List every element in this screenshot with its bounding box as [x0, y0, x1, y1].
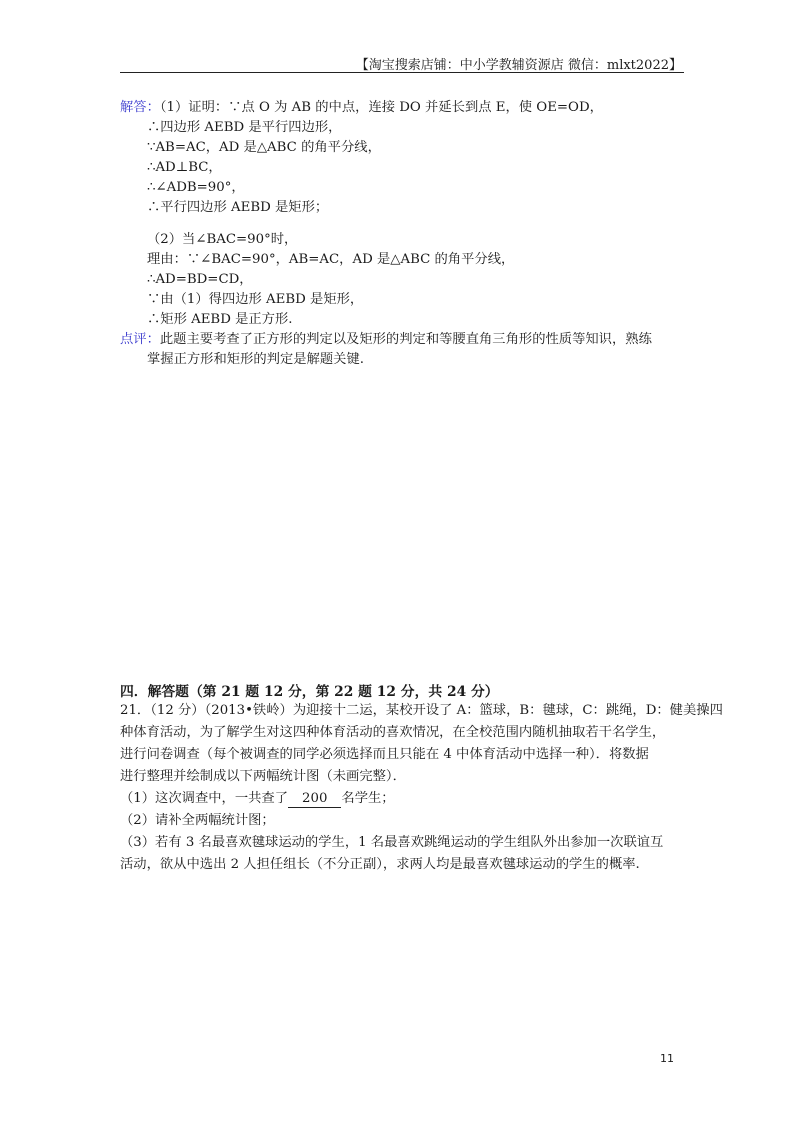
answer-part2-line-4: ∵由（1）得四边形 AEBD 是矩形， [147, 292, 364, 307]
answer-blank: 200 [288, 791, 341, 808]
problem-stem-line-3: 进行问卷调查（每个被调查的同学必须选择而且只能在 4 中体育活动中选择一种）．将数据 [120, 747, 649, 762]
problem-stem-line-1: 21．（12 分）（2013•铁岭）为迎接十二运，某校开设了 A：篮球，B：毽球，C：跳绳，D：健美操四 [120, 703, 723, 718]
answer-part2-line-5: ∴矩形 AEBD 是正方形. [147, 312, 293, 327]
answer-line-6: ∴平行四边形 AEBD 是矩形； [147, 200, 329, 215]
problem-stem-line-4: 进行整理并绘制成以下两幅统计图（未画完整）． [120, 769, 406, 784]
answer-line-3: ∵AB=AC，AD 是△ABC 的角平分线， [147, 140, 381, 155]
answer-section [120, 98, 690, 370]
question-2: （2）请补全两幅统计图； [120, 813, 275, 828]
answer-part2-line-1: （2）当∠BAC=90°时， [147, 232, 298, 247]
section-title: 四．解答题（第 21 题 12 分，第 22 题 12 分，共 24 分） [120, 684, 499, 700]
answer-line-5: ∴∠ADB=90°， [147, 180, 245, 195]
page-number: 11 [660, 1052, 674, 1065]
answer-line-4: ∴AD⊥BC， [147, 160, 222, 175]
comment-line-1: 点评：此题主要考查了正方形的判定以及矩形的判定和等腰直角三角形的性质等知识，熟练 [120, 332, 652, 347]
answer-part2-line-2: 理由：∵∠BAC=90°，AB=AC，AD 是△ABC 的角平分线， [147, 252, 515, 267]
comment-line-2: 掌握正方形和矩形的判定是解题关键. [147, 352, 364, 367]
answer-line-2: ∴四边形 AEBD 是平行四边形， [147, 120, 342, 135]
problem-21 [120, 700, 723, 876]
answer-label: 解答： [120, 100, 160, 115]
question-3-line-1: （3）若有 3 名最喜欢毽球运动的学生，1 名最喜欢跳绳运动的学生组队外出参加一次联谊互 [120, 835, 664, 850]
question-1: （1）这次调查中，一共查了 200 名学生； [120, 791, 395, 806]
answer-line-1: 解答：（1）证明：∵点 O 为 AB 的中点，连接 DO 并延长到点 E，使 OE=OD， [120, 100, 603, 115]
question-3-line-2: 活动，欲从中选出 2 人担任组长（不分正副），求两人均是最喜欢毽球运动的学生的概率. [120, 857, 640, 872]
problem-stem-line-2: 种体育活动，为了解学生对这四种体育活动的喜欢情况，在全校范围内随机抽取若干名学生， [120, 725, 666, 740]
answer-part2-line-3: ∴AD=BD=CD， [147, 272, 253, 287]
comment-label: 点评： [120, 332, 160, 347]
page-header: 【淘宝搜索店铺：中小学教辅资源店 微信：mlxt2022】 [355, 58, 682, 73]
header-divider [120, 72, 684, 73]
